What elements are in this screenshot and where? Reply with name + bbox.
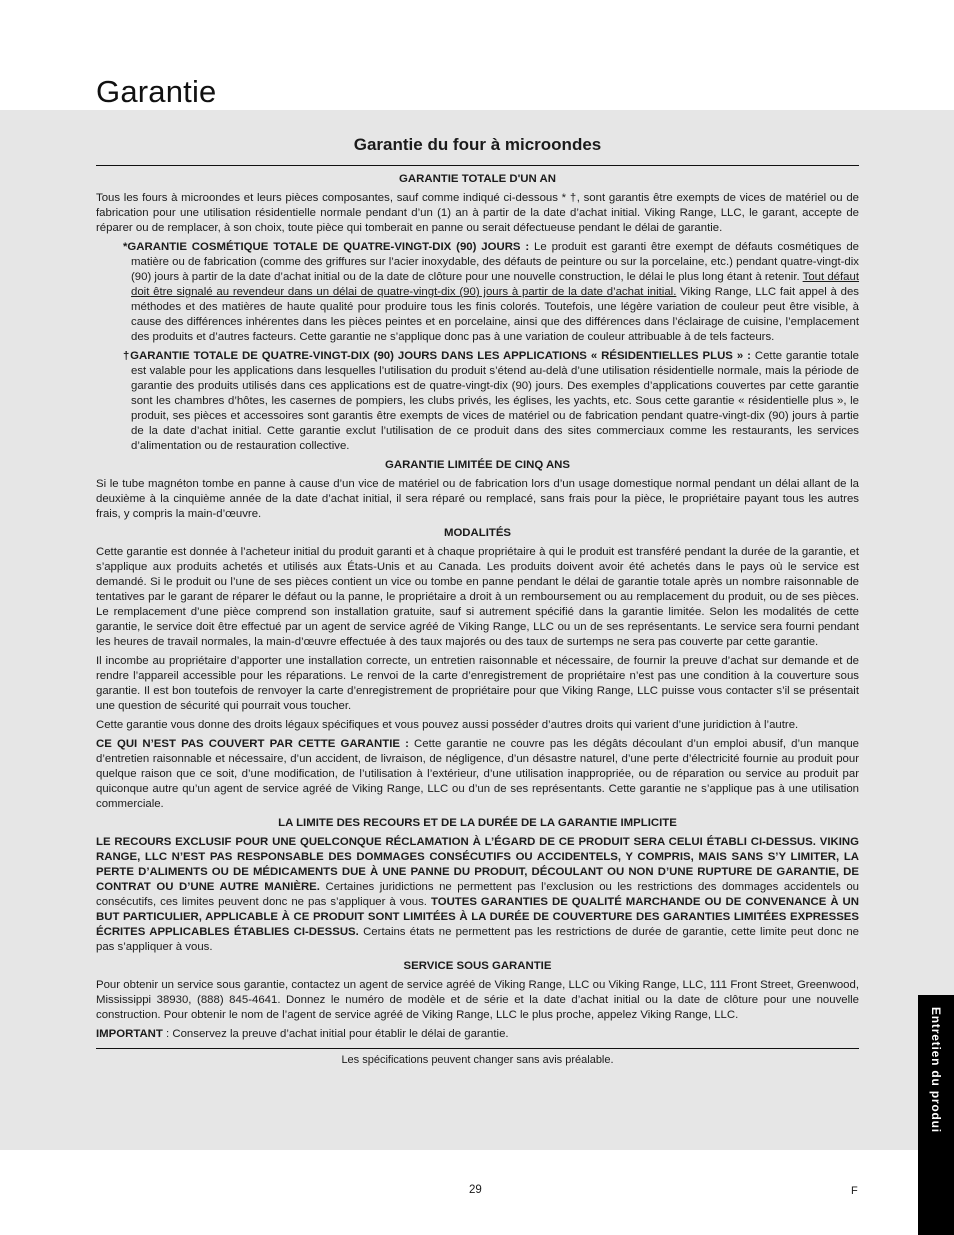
full-warranty-body: Tous les fours à microondes et leurs pièces composantes, sauf comme indiqué ci-dessous * †, sont garantis être exempts de vices de matériel ou de fabrication pour une utilisation résidentielle normale pendant d’un (1) an à partir de la date d’achat initial. Viking Range, LLC, le garant, accepte de réparer ou de remplacer, à son choix, toute pièce qui tomberait en panne ou serait défectueuse pendant le délai de garantie. <box>96 192 859 234</box>
terms-paragraph-2: Il incombe au propriétaire d’apporter une installation correcte, un entretien raisonnable et nécessaire, de fournir la preuve d’achat sur demande et de rendre l’appareil accessible pour les réparations. Le renvoi de la carte d’enregistrement de propriétaire n’est pas une condition à la couverture sous garantie. Il est bon toutefois de renvoyer la carte d’enregistrement de propriétaire pour que Viking Range, LLC puisse vous contacter s’il se présentait une question de sécurité qui pourrait vous toucher. <box>96 655 859 712</box>
residential-plus-warranty <box>123 349 859 454</box>
limitation-paragraph <box>96 835 859 955</box>
warranty-content <box>96 133 859 1068</box>
cosmetic-warranty-lead: *GARANTIE COSMÉTIQUE TOTALE DE QUATRE-VINGT-DIX (90) JOURS : <box>123 241 530 253</box>
limited-warranty-body: Si le tube magnéton tombe en panne à cause d’un vice de matériel ou de fabrication lors d’un usage domestique normal pendant un délai allant de la deuxième à la cinquième année de la date d’achat initial, il sera réparé ou remplacé, sans frais pour la pièce, le propriétaire payant tous les autres frais, y compris la main-d’œuvre. <box>96 478 859 520</box>
specifications-footnote: Les spécifications peuvent changer sans avis préalable. <box>341 1054 614 1066</box>
page-number: 29 <box>469 1184 482 1196</box>
limitation-heading: LA LIMITE DES RECOURS ET DE LA DURÉE DE LA GARANTIE IMPLICITE <box>278 817 677 829</box>
section-side-tab <box>918 995 954 1235</box>
service-body: Pour obtenir un service sous garantie, contactez un agent de service agréé de Viking Range, LLC ou Viking Range, LLC, 111 Front Street, Greenwood, Mississippi 38930, (888) 845-4641. Donnez le numéro de modèle et de série et la date d’achat initial ou la date de clôture pour une nouvelle construction. Pour obtenir le nom de l’agent de service agréé de Viking Range, LLC le plus proche, appelez Viking Range, LLC. <box>96 979 859 1021</box>
residential-plus-text: Cette garantie totale est valable pour les applications dans lesquelles l’utilisation du produit s’étend au-delà d’une utilisation résidentielle normale, mais la période de garantie des produits utilisés dans ces applications est de quatre-vingt-dix (90) jours. Des exemples d’applications couvertes par cette garantie sont les chambres d’hôtes, les casernes de pompiers, les clubs privés, les églises, les yachts, etc. Sous cette garantie « résidentielle plus », le produit, ses pièces et accessoires sont garantis être exempts de vices de matériel ou de fabrication pendant quatre-vingt-dix (90) jours à partie de la date d’achat initial. Cette garantie exclut l’utilisation de ce produit dans des sites commerciaux comme les restaurants, les services d’alimentation ou de restauration collective. <box>131 350 859 452</box>
full-warranty-heading: GARANTIE TOTALE D'UN AN <box>399 173 556 185</box>
page-title: Garantie <box>96 74 217 109</box>
terms-paragraph-1: Cette garantie est donnée à l’acheteur initial du produit garanti et à chaque propriétaire à qui le produit est transféré pendant la durée de la garantie, et s’applique aux produits achetés et utilisés aux États-Unis et au Canada. Les produits doivent avoir été achetés dans le pays où le service est demandé. Si le produit ou l’une de ses pièces contient un vice ou tombe en panne pendant le délai de garantie totale après un nombre raisonnable de tentatives par le garant de réparer le défaut ou la panne, le propriétaire a droit à un remboursement ou au remplacement du produit, ou de ses pièces. Le remplacement d’une pièce comprend son installation gratuite, sauf si autrement spécifié dans la garantie limitée. Selon les modalités de cette garantie, le service doit être effectué par un agent de service agréé de Viking Range, LLC ou un de ses représentants. Le service sera fourni pendant les heures de travail normales, la main-d’œuvre effectuée à des taux majorés ou des taux de surtemps ne sera pas couverte par cette garantie. <box>96 546 859 648</box>
limitation-bold-2: TOUTES GARANTIES DE QUALITÉ MARCHANDE OU DE CONVENANCE À UN BUT PARTICULIER, APPLICABLE À CE PRODUIT SONT LIMITÉES À LA DURÉE DE COUVERTURE DES GARANTIES LIMITÉES EXPRESSES ÉCRITES APPLICABLES ÉTABLIES CI-DESSUS. <box>96 896 859 938</box>
important-text: : Conservez la preuve d’achat initial pour établir le délai de garantie. <box>162 1028 509 1040</box>
divider-top <box>96 165 859 166</box>
residential-plus-lead: †GARANTIE TOTALE DE QUATRE-VINGT-DIX (90) JOURS DANS LES APPLICATIONS « RÉSIDENTIELLES PLUS » : <box>123 350 751 362</box>
not-covered-text: Cette garantie ne couvre pas les dégâts découlant d’un emploi abusif, d’un manque d’entretien raisonnable et nécessaire, d’un accident, de livraison, de négligence, d’un désastre naturel, d’une perte d’électricité fournie au produit pour quelque raison que ce soit, d’une modification, de l’utilisation à l’extérieur, d’une utilisation inappropriée, ou de réparation ou service au produit par quiconque autre qu’un agent de service agréé de Viking Range, LLC ou d’un de ses représentants. Cette garantie ne s’applique pas à une utilisation commerciale. <box>96 738 859 810</box>
terms-heading: MODALITÉS <box>443 527 512 539</box>
divider-bottom <box>96 1048 859 1049</box>
cosmetic-warranty-underlined: Tout défaut doit être signalé au revendeur dans un délai de quatre-vingt-dix (90) jours à partir de la date d’achat initial. <box>131 271 860 298</box>
section-title: Garantie du four à microondes <box>353 135 602 154</box>
page-language-letter: F <box>851 1185 858 1197</box>
limitation-text-1: Certaines juridictions ne permettent pas l’exclusion ou les restrictions des dommages accidentels ou consécutifs, ces limites peuvent donc ne pas s’appliquer à vous. <box>96 881 859 908</box>
limited-warranty-heading: GARANTIE LIMITÉE DE CINQ ANS <box>385 459 570 471</box>
limitation-bold-1: LE RECOURS EXCLUSIF POUR UNE QUELCONQUE RÉCLAMATION À L’ÉGARD DE CE PRODUIT SERA CELUI ÉTABLI CI-DESSUS. VIKING RANGE, LLC N’EST PAS RESPONSABLE DES DOMMAGES CONSÉCUTIFS OU ACCIDENTELS, Y COMPRIS, MAIS SANS S’Y LIMITER, LA PERTE D’ALIMENTS OU DE MÉDICAMENTS DUE À UNE PANNE DU PRODUIT, DÉCOULANT OU NON D’UNE RUPTURE DE GARANTIE, DE CONTRAT OU D’UNE AUTRE MANIÈRE. <box>96 836 859 893</box>
not-covered-paragraph <box>96 737 859 812</box>
cosmetic-warranty <box>123 240 859 345</box>
cosmetic-warranty-text-2: Viking Range, LLC fait appel à des méthodes et des matières de haute qualité pour produire tous les finis colorés. Toutefois, une légère variation de couleur peut être visible, à cause des différences inhérentes dans les pièces peintes et en porcelaine, ainsi que des différences dans l’éclairage de cuisine, l’emplacement des produits et d’autres facteurs. Cette garantie ne s’applique donc pas à une variation de couleur attribuable à de tels facteurs. <box>131 286 859 343</box>
important-lead: IMPORTANT <box>96 1028 163 1040</box>
not-covered-lead: CE QUI N’EST PAS COUVERT PAR CETTE GARANTIE : <box>96 738 409 750</box>
terms-paragraph-3: Cette garantie vous donne des droits légaux spécifiques et vous pouvez aussi posséder d’autres droits qui varient d’une juridiction à l’autre. <box>96 719 799 731</box>
service-heading: SERVICE SOUS GARANTIE <box>403 960 552 972</box>
limitation-text-2: Certains états ne permettent pas les restrictions de durée de garantie, cette limite peut donc ne pas s’appliquer à vous. <box>96 926 859 953</box>
side-tab-label: Entretien du produi <box>929 1007 943 1133</box>
cosmetic-warranty-text: Le produit est garanti être exempt de défauts cosmétiques de matière ou de fabrication (comme des griffures sur l’acier inoxydable, des défauts de peinture ou sur la porcelaine, etc.) pendant quatre-vingt-dix (90) jours à partir de la date d’achat initial ou de la date de clôture pour une nouvelle construction, le délai le plus long étant à retenir. <box>131 241 859 283</box>
important-note <box>96 1027 859 1042</box>
